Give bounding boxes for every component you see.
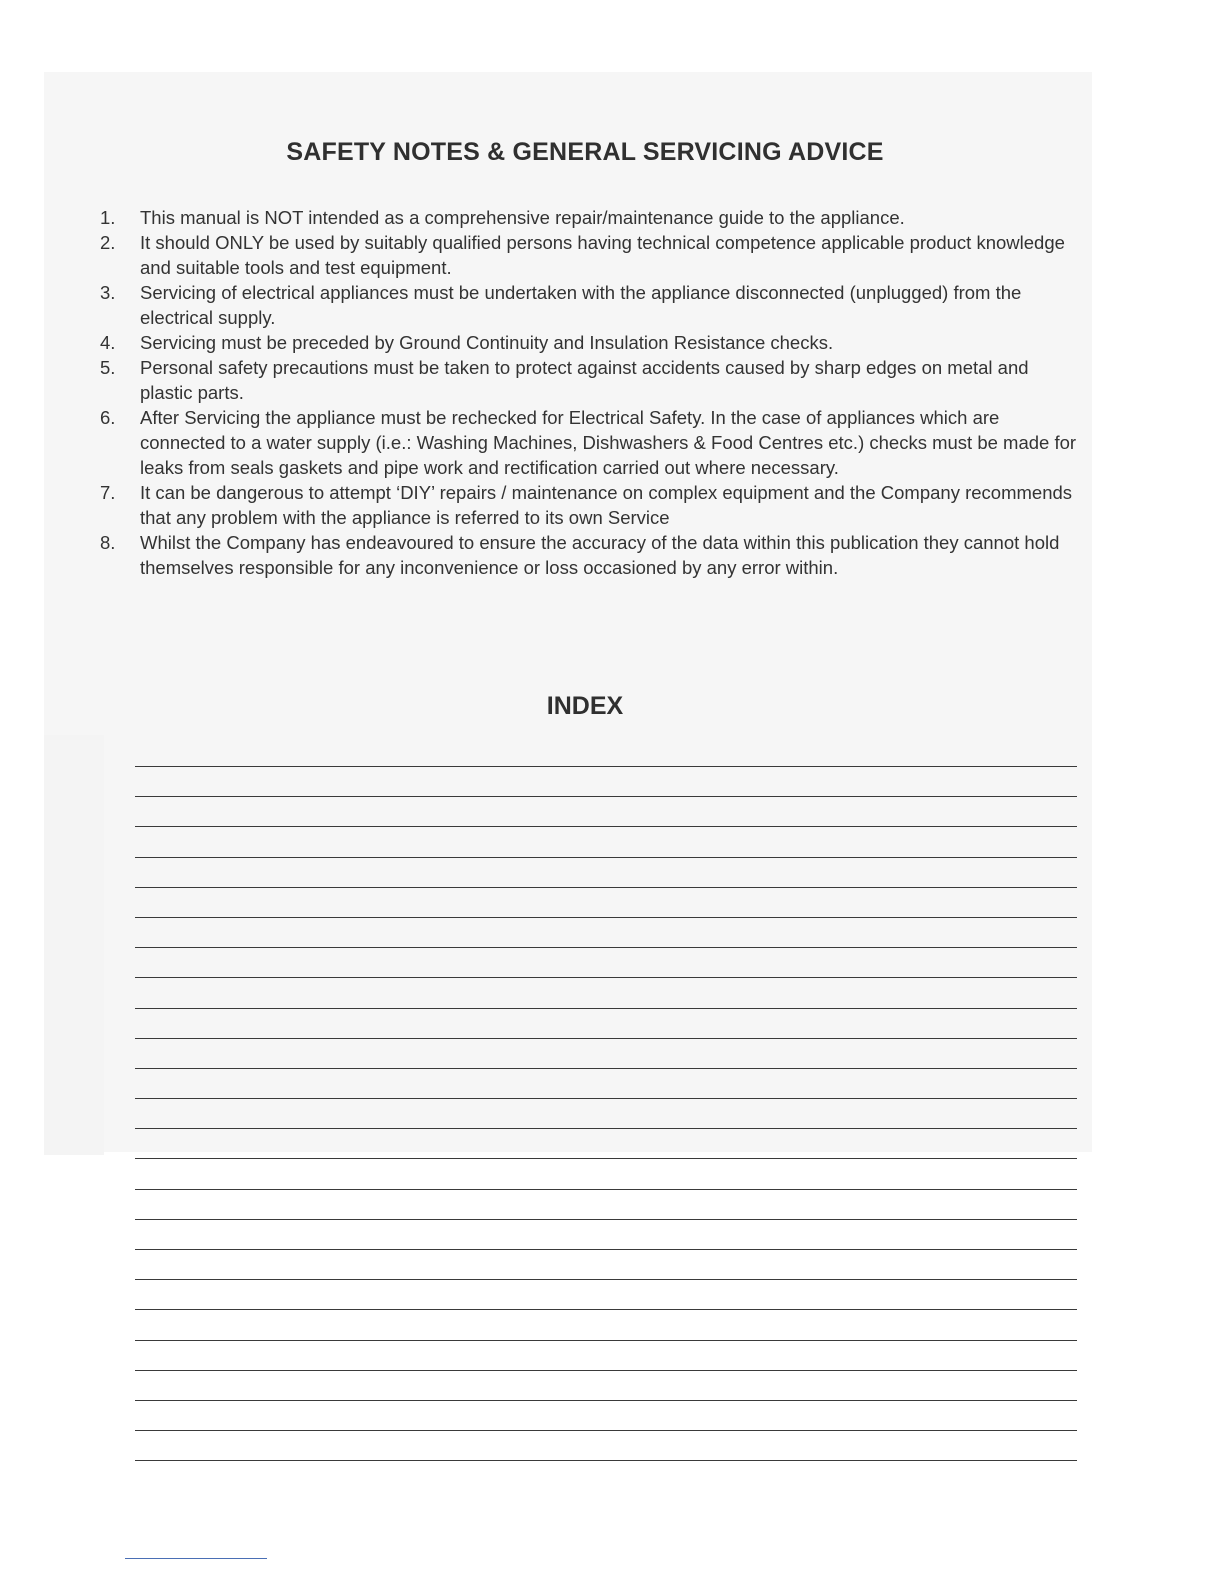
safety-note	[100, 355, 1080, 405]
index-line	[135, 766, 1077, 796]
note-number: 1.	[100, 207, 116, 228]
index-line	[135, 947, 1077, 977]
safety-note	[100, 405, 1080, 480]
index-line	[135, 1128, 1077, 1158]
index-line	[135, 1460, 1077, 1462]
index-line	[135, 1370, 1077, 1400]
scan-background-edge	[44, 735, 104, 1155]
index-line	[135, 796, 1077, 826]
index-line	[135, 1309, 1077, 1339]
index-line	[135, 1068, 1077, 1098]
safety-note	[100, 230, 1080, 280]
index-line	[135, 1249, 1077, 1279]
note-text: This manual is NOT intended as a comprehensive repair/maintenance guide to the appliance.	[140, 207, 905, 228]
safety-note	[100, 280, 1080, 330]
note-number: 4.	[100, 332, 116, 353]
safety-note	[100, 330, 1080, 355]
safety-title: SAFETY NOTES & GENERAL SERVICING ADVICE	[286, 138, 884, 166]
index-line	[135, 857, 1077, 887]
index-line	[135, 1158, 1077, 1188]
safety-note	[100, 480, 1080, 530]
note-number: 7.	[100, 482, 116, 503]
index-ruled-lines	[135, 766, 1077, 1462]
index-line	[135, 1008, 1077, 1038]
index-line	[135, 1340, 1077, 1370]
note-text: Servicing must be preceded by Ground Continuity and Insulation Resistance checks.	[140, 332, 834, 353]
index-line	[135, 1189, 1077, 1219]
note-text: Personal safety precautions must be taken to protect against accidents caused by sharp edges on metal and plastic parts.	[140, 357, 1029, 403]
note-number: 6.	[100, 407, 116, 428]
index-line	[135, 1038, 1077, 1068]
safety-note	[100, 530, 1080, 580]
note-text: Whilst the Company has endeavoured to ensure the accuracy of the data within this publication they cannot hold themselves responsible for any inconvenience or loss occasioned by any error within.	[140, 532, 1060, 578]
index-title: INDEX	[546, 692, 624, 720]
index-line	[135, 1430, 1077, 1460]
note-text: It can be dangerous to attempt ‘DIY’ repairs / maintenance on complex equipment and the Company recommends that any problem with the appliance is referred to its own Service	[140, 482, 1073, 528]
index-line	[135, 977, 1077, 1007]
index-line	[135, 887, 1077, 917]
note-text: It should ONLY be used by suitably qualified persons having technical competence applicable product knowledge and suitable tools and test equipment.	[140, 232, 1065, 278]
index-line	[135, 1279, 1077, 1309]
index-line	[135, 1098, 1077, 1128]
safety-notes-list	[100, 205, 1080, 580]
index-line	[135, 917, 1077, 947]
note-number: 5.	[100, 357, 116, 378]
note-number: 3.	[100, 282, 116, 303]
safety-note	[100, 205, 1080, 230]
index-line	[135, 1219, 1077, 1249]
note-text: After Servicing the appliance must be rechecked for Electrical Safety. In the case of appliances which are connected to a water supply (i.e.: Washing Machines, Dishwashers & Food Centres etc.) checks must be made for leaks from seals gaskets and pipe work and rectification carried out where necessary.	[140, 407, 1077, 478]
note-number: 8.	[100, 532, 116, 553]
index-line	[135, 826, 1077, 856]
note-number: 2.	[100, 232, 116, 253]
index-line	[135, 1400, 1077, 1430]
footer-divider	[125, 1558, 267, 1559]
note-text: Servicing of electrical appliances must be undertaken with the appliance disconnected (unplugged) from the electrical supply.	[140, 282, 1022, 328]
